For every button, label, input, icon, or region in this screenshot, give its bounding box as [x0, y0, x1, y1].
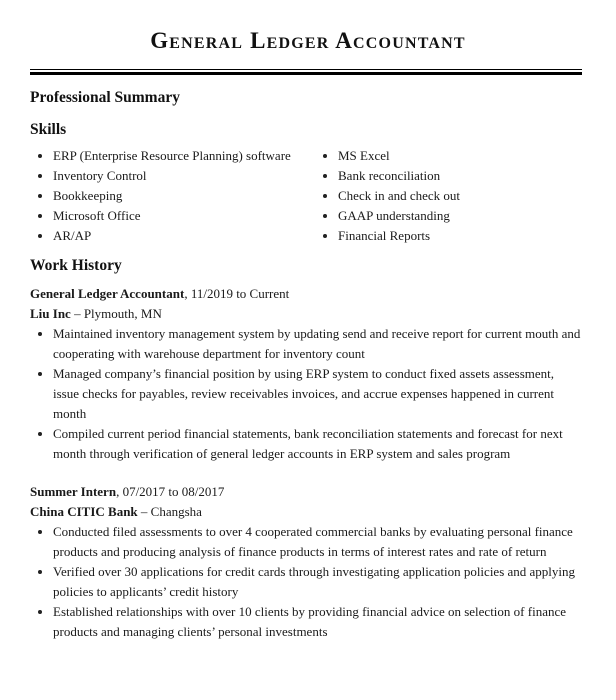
job-company-line: [30, 304, 582, 324]
header-rule-thin: [30, 69, 582, 70]
skill-item: Inventory Control: [30, 166, 315, 186]
job-location: – Changsha: [137, 504, 202, 519]
job-title-line: [30, 284, 582, 304]
job-bullet: Conducted filed assessments to over 4 cooperated commercial banks by evaluating personal finance products and producing analysis of finance products in terms of interest rates and rate of return: [30, 522, 582, 562]
skill-item: Bookkeeping: [30, 186, 315, 206]
skill-item: Bank reconciliation: [315, 166, 460, 186]
job-bullets: [30, 324, 582, 464]
skills-column-2: [315, 146, 460, 246]
job-title: General Ledger Accountant: [30, 286, 185, 301]
job-company-line: [30, 502, 582, 522]
skill-item: GAAP understanding: [315, 206, 460, 226]
skill-item: ERP (Enterprise Resource Planning) software: [30, 146, 315, 166]
section-heading-summary: Professional Summary: [30, 89, 180, 106]
skill-item: AR/AP: [30, 226, 315, 246]
section-heading-skills: Skills: [30, 121, 67, 138]
skill-item: MS Excel: [315, 146, 460, 166]
section-heading-work-history: Work History: [30, 257, 122, 274]
job-bullet: Managed company’s financial position by using ERP system to conduct fixed assets assessment, issue checks for payables, review receivables invoices, and accrue expenses happened in current month: [30, 364, 582, 424]
skill-item: Microsoft Office: [30, 206, 315, 226]
job-title: Summer Intern: [30, 484, 117, 499]
resume-body: [30, 86, 582, 642]
job-bullet: Maintained inventory management system by updating send and receive report for current mouth and cooperating with warehouse department for inventory count: [30, 324, 582, 364]
skill-item: Financial Reports: [315, 226, 460, 246]
job-entry: [30, 482, 582, 642]
skill-item: Check in and check out: [315, 186, 460, 206]
job-dates: , 11/2019 to Current: [184, 286, 290, 301]
job-location: – Plymouth, MN: [70, 306, 162, 321]
skills-list: [30, 146, 582, 246]
job-company: China CITIC Bank: [30, 504, 138, 519]
job-bullet: Compiled current period financial statements, bank reconciliation statements and forecast for next month through verification of general ledger accounts in ERP system and sales program: [30, 424, 582, 464]
resume-title: General Ledger Accountant: [150, 28, 466, 53]
job-bullet: Established relationships with over 10 clients by providing financial advice on selection of finance products and managing clients’ personal investments: [30, 602, 582, 642]
job-company: Liu Inc: [30, 306, 71, 321]
skills-column-1: [30, 146, 315, 246]
header-rule-thick: [30, 72, 582, 75]
job-dates: , 07/2017 to 08/2017: [116, 484, 225, 499]
job-bullet: Verified over 30 applications for credit cards through investigating application policies and applying policies to applicants’ credit history: [30, 562, 582, 602]
job-entry: [30, 284, 582, 464]
job-title-line: [30, 482, 582, 502]
job-bullets: [30, 522, 582, 642]
